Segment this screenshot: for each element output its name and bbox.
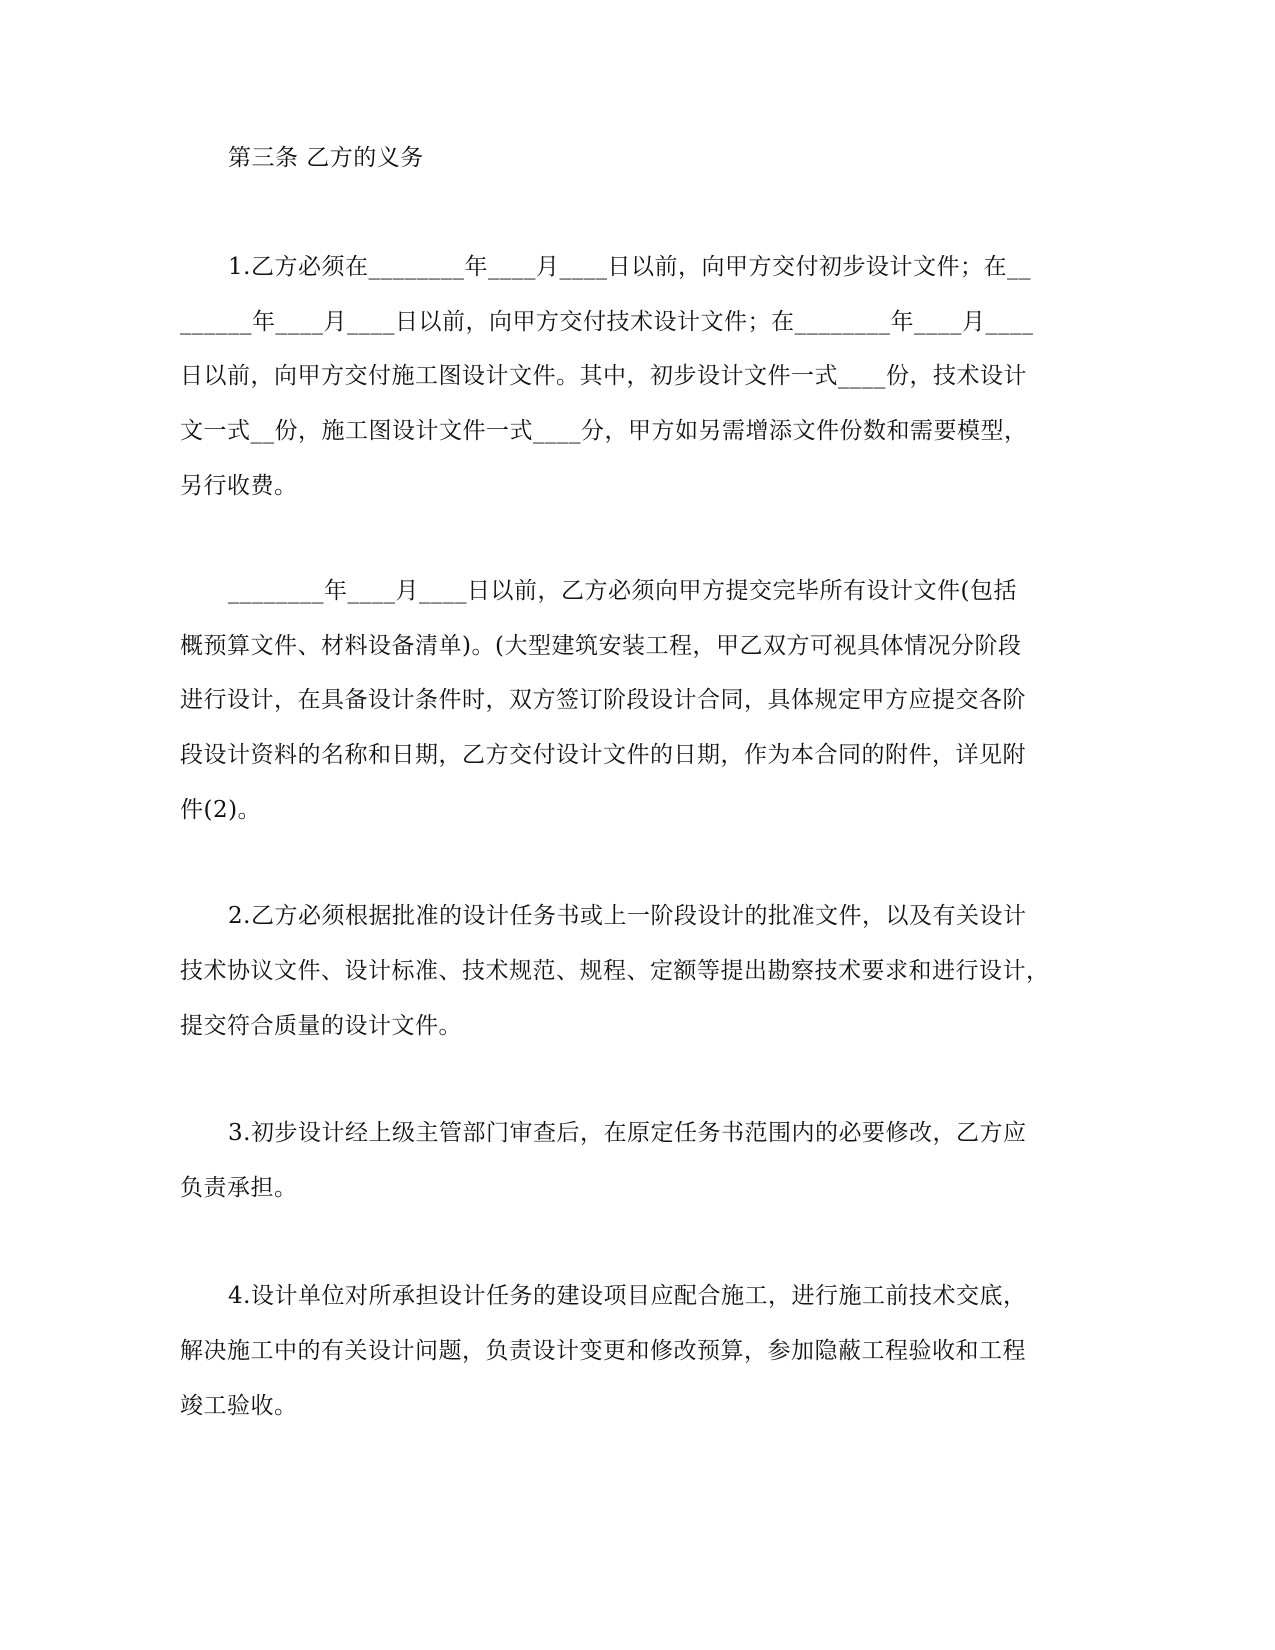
paragraph-line: 2.乙方必须根据批准的设计任务书或上一阶段设计的批准文件，以及有关设计 bbox=[228, 903, 1027, 929]
paragraph-line: 另行收费。 bbox=[180, 473, 298, 499]
paragraph-line: 竣工验收。 bbox=[180, 1393, 298, 1419]
section-title: 第三条 乙方的义务 bbox=[228, 145, 424, 171]
paragraph-line: 文一式__份，施工图设计文件一式____分，甲方如另需增添文件份数和需要模型， bbox=[180, 418, 1028, 444]
paragraph-line: 日以前，向甲方交付施工图设计文件。其中，初步设计文件一式____份，技术设计 bbox=[180, 363, 1027, 389]
paragraph-line: 进行设计，在具备设计条件时，双方签订阶段设计合同，具体规定甲方应提交各阶 bbox=[180, 687, 1026, 713]
paragraph-line: ______年____月____日以前，向甲方交付技术设计文件；在________年____月____ bbox=[180, 309, 1034, 335]
paragraph-line: 1.乙方必须在________年____月____日以前，向甲方交付初步设计文件；在__ bbox=[228, 254, 1031, 280]
paragraph-line: 段设计资料的名称和日期，乙方交付设计文件的日期，作为本合同的附件，详见附 bbox=[180, 742, 1026, 768]
paragraph-line: 解决施工中的有关设计问题，负责设计变更和修改预算，参加隐蔽工程验收和工程 bbox=[180, 1338, 1026, 1364]
paragraph-line: 3.初步设计经上级主管部门审查后，在原定任务书范围内的必要修改，乙方应 bbox=[228, 1120, 1027, 1146]
paragraph-line: 提交符合质量的设计文件。 bbox=[180, 1013, 462, 1039]
paragraph-line: ________年____月____日以前，乙方必须向甲方提交完毕所有设计文件(包括 bbox=[228, 578, 1017, 604]
paragraph-line: 负责承担。 bbox=[180, 1175, 298, 1201]
paragraph-line: 概预算文件、材料设备清单)。(大型建筑安装工程，甲乙双方可视具体情况分阶段 bbox=[180, 633, 1022, 659]
paragraph-line: 4.设计单位对所承担设计任务的建设项目应配合施工，进行施工前技术交底， bbox=[228, 1283, 1027, 1309]
paragraph-line: 技术协议文件、设计标准、技术规范、规程、定额等提出勘察技术要求和进行设计， bbox=[180, 958, 1050, 984]
paragraph-line: 件(2)。 bbox=[180, 797, 262, 823]
